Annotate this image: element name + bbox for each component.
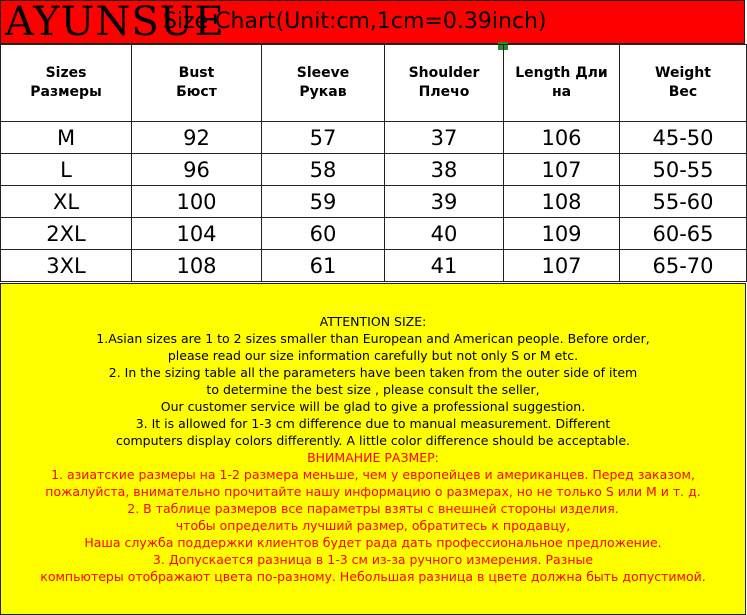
notice-line-en: computers display colors differently. A little color difference should be acceptable.: [115, 433, 631, 448]
size-notice-panel: [0, 283, 746, 615]
table-row: [1, 122, 747, 154]
cell-size: M: [1, 122, 132, 154]
cell-shoulder: 37: [385, 122, 504, 154]
cell-sleeve: 61: [262, 250, 385, 282]
cell-length: 107: [504, 250, 620, 282]
cell-weight: 65-70: [620, 250, 747, 282]
notice-line-ru: пожалуйста, внимательно прочитайте нашу информацию о размерах, но не только S или M и т. д.: [45, 484, 701, 499]
notice-line-en: 1.Asian sizes are 1 to 2 sizes smaller than European and American people. Before order,: [96, 331, 650, 346]
cell-weight: 45-50: [620, 122, 747, 154]
cell-shoulder: 41: [385, 250, 504, 282]
header-shoulder: Shoulder Плечо: [385, 45, 504, 122]
cell-bust: 92: [132, 122, 262, 154]
cell-length: 109: [504, 218, 620, 250]
cell-size: XL: [1, 186, 132, 218]
cell-weight: 50-55: [620, 154, 747, 186]
notice-line-ru: 3. Допускается разница в 1-3 см из-за ручного измерения. Разные: [152, 552, 594, 567]
cell-bust: 100: [132, 186, 262, 218]
cell-length: 108: [504, 186, 620, 218]
cell-weight: 60-65: [620, 218, 747, 250]
header-weight: Weight Вес: [620, 45, 747, 122]
cell-size: 2XL: [1, 218, 132, 250]
cell-length: 106: [504, 122, 620, 154]
notice-line-ru: компьютеры отображают цвета по-разному. Небольшая разница в цвете должна быть допустимой.: [40, 569, 706, 584]
cell-size: 3XL: [1, 250, 132, 282]
notice-heading-ru: ВНИМАНИЕ РАЗМЕР:: [307, 450, 439, 465]
cell-sleeve: 60: [262, 218, 385, 250]
header-length: Length Дли на: [504, 45, 620, 122]
cell-sleeve: 59: [262, 186, 385, 218]
cell-shoulder: 39: [385, 186, 504, 218]
notice-line-en: to determine the best size , please consult the seller,: [206, 382, 540, 397]
notice-line-ru: 2. В таблице размеров все параметры взяты с внешней стороны изделия.: [127, 501, 619, 516]
header-bar: [0, 0, 745, 44]
table-row: [1, 218, 747, 250]
notice-line-ru: Наша служба поддержки клиентов будет рада дать профессиональное предложение.: [84, 535, 662, 550]
table-row: [1, 186, 747, 218]
notice-line-en: please read our size information carefully but not only S or M etc.: [167, 348, 579, 363]
header-bust: Bust Бюст: [132, 45, 262, 122]
notice-line-ru: чтобы определить лучший размер, обратитесь к продавцу,: [175, 518, 571, 533]
cell-bust: 104: [132, 218, 262, 250]
cell-sleeve: 57: [262, 122, 385, 154]
notice-line-en: 3. It is allowed for 1-3 cm difference due to manual measurement. Different: [135, 416, 611, 431]
notice-line-en: Our customer service will be glad to give a professional suggestion.: [160, 399, 586, 414]
cell-length: 107: [504, 154, 620, 186]
cell-bust: 96: [132, 154, 262, 186]
notice-text: [1, 313, 745, 585]
table-row: [1, 154, 747, 186]
notice-line-ru: 1. азиатские размеры на 1-2 размера меньше, чем у европейцев и американцев. Перед заказом,: [51, 467, 695, 482]
cell-size: L: [1, 154, 132, 186]
brand-logo: AYUNSUE: [5, 0, 225, 45]
cell-weight: 55-60: [620, 186, 747, 218]
size-table: [0, 44, 747, 282]
cell-bust: 108: [132, 250, 262, 282]
notice-heading-en: ATTENTION SIZE:: [319, 314, 427, 329]
header-sleeve: Sleeve Рукав: [262, 45, 385, 122]
table-header-row: [1, 45, 747, 122]
cell-shoulder: 38: [385, 154, 504, 186]
table-row: [1, 250, 747, 282]
header-sizes: Sizes Размеры: [1, 45, 132, 122]
cell-sleeve: 58: [262, 154, 385, 186]
size-chart-title: Size Chart(Unit:cm,1cm=0.39inch): [163, 9, 547, 34]
notice-line-en: 2. In the sizing table all the parameters have been taken from the outer side of item: [108, 365, 638, 380]
cell-shoulder: 40: [385, 218, 504, 250]
